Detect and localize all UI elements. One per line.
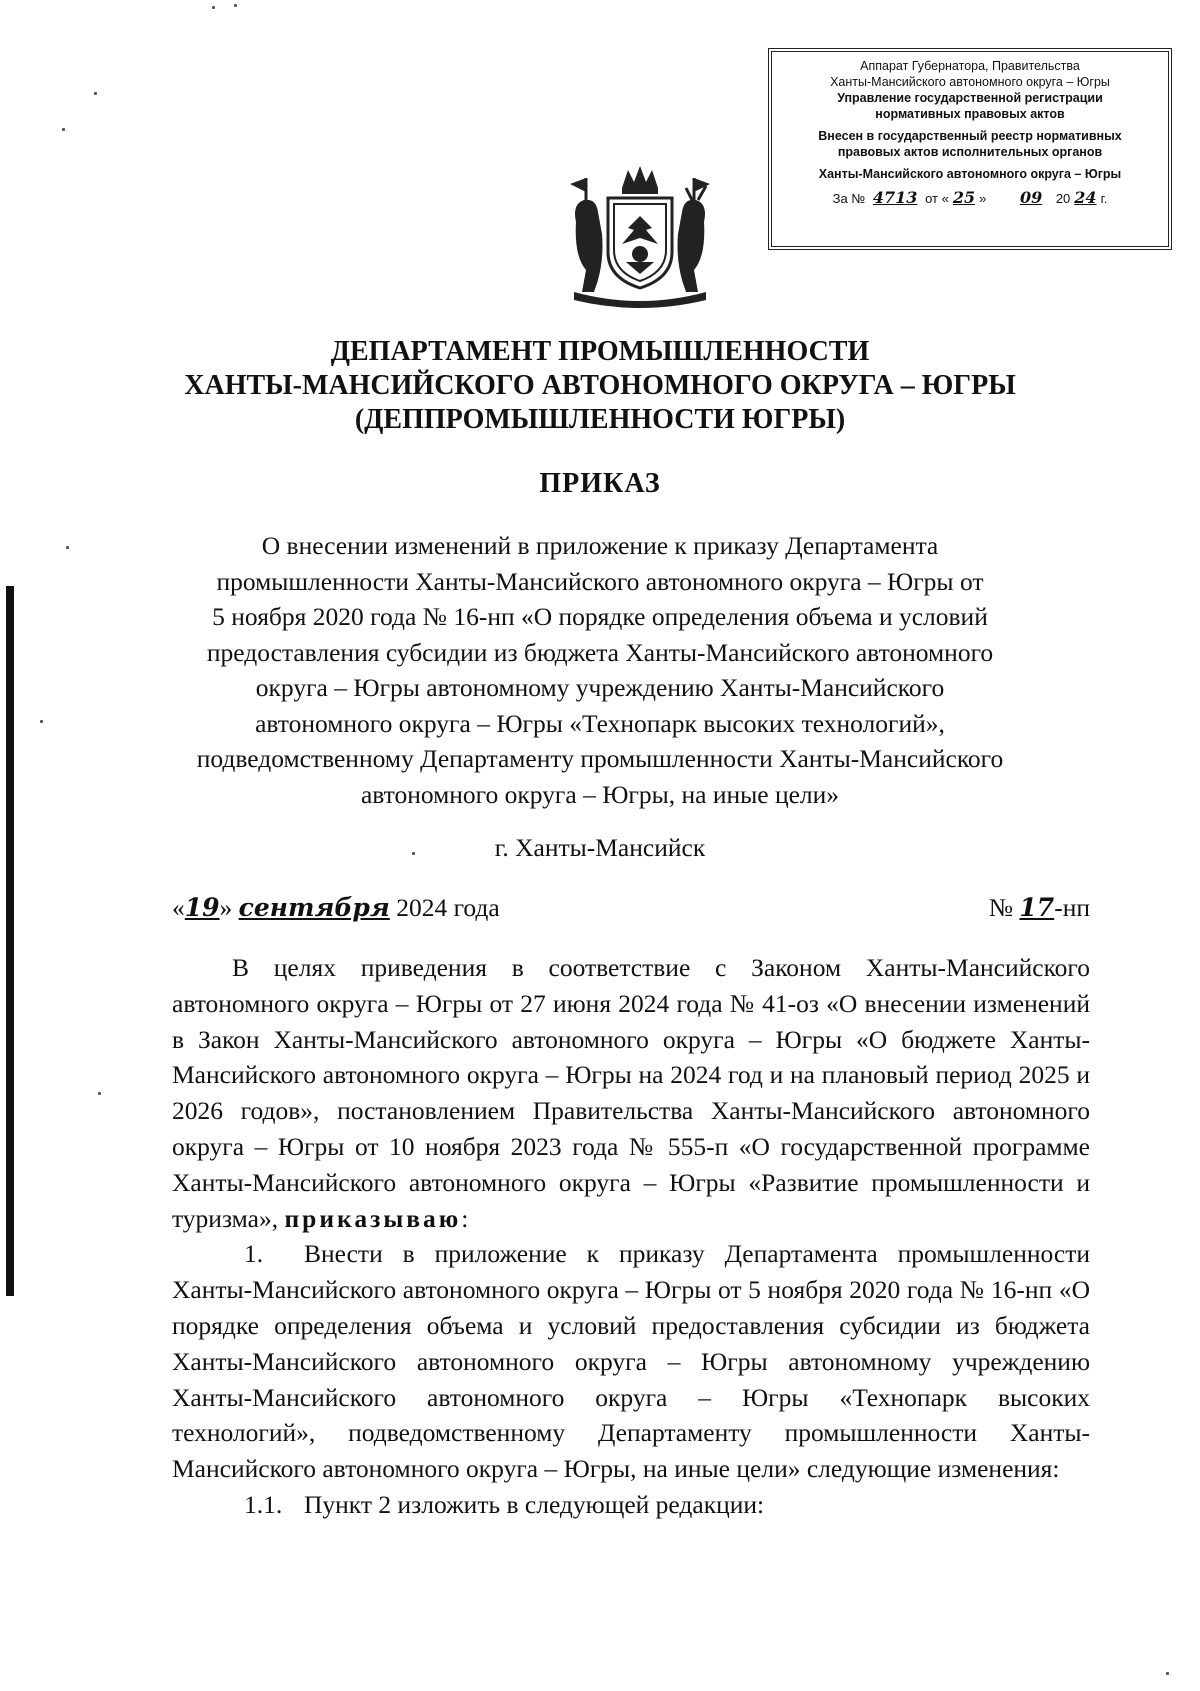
item-1-text: Внести в приложение к приказу Департамента промышленности Ханты-Мансийского автономного округа – Югры от 5 ноября 2020 года № 16-нп «О порядке определения объема и условий предоставления субсидии из бюджета Ханты-Мансийского автономного округа – Югры автономному учреждению Ханты-Мансийского автономного округа – Югры «Технопарк высоких технологий», подведомственному Департаменту промышленности Ханты-Мансийского автономного округа – Югры, на иные цели» следующие изменения: — [172, 1239, 1090, 1484]
scan-speck — [66, 546, 69, 549]
subject-line: округа – Югры автономному учреждению Ханты-Мансийского — [255, 673, 945, 702]
scan-speck — [1166, 1672, 1169, 1675]
number-prefix: № — [988, 893, 1014, 922]
scan-speck — [62, 128, 65, 131]
stamp-reg-year-prefix: 20 — [1055, 191, 1071, 206]
date-month-handwritten: сентября — [238, 893, 390, 922]
item-1-1-text: Пункт 2 изложить в следующей редакции: — [304, 1489, 765, 1519]
number-value-handwritten: 17 — [1019, 893, 1055, 922]
date-day-handwritten: 19 — [184, 893, 220, 922]
department-header — [150, 335, 1050, 437]
stamp-line: Аппарат Губернатора, Правительства — [860, 59, 1080, 73]
header-line: ДЕПАРТАМЕНТ ПРОМЫШЛЕННОСТИ — [330, 336, 870, 367]
order-date — [172, 893, 500, 923]
stamp-reg-prefix: За № — [832, 191, 866, 206]
header-line: (ДЕППРОМЫШЛЕННОСТИ ЮГРЫ) — [354, 404, 846, 435]
scan-speck — [212, 6, 215, 9]
order-number — [989, 893, 1090, 923]
stamp-reg-year: 24 — [1074, 188, 1097, 207]
scan-speck — [234, 4, 237, 7]
date-open-quote: « — [172, 893, 185, 922]
stamp-reg-number: 4713 — [872, 188, 918, 207]
stamp-line: нормативных правовых актов — [875, 107, 1065, 121]
document-type-title: ПРИКАЗ — [539, 468, 661, 499]
registration-stamp — [768, 48, 1172, 250]
order-body — [172, 950, 1090, 1523]
number-suffix: -нп — [1054, 893, 1090, 922]
order-subject — [150, 528, 1050, 812]
scan-speck — [98, 1092, 101, 1095]
stamp-line: правовых актов исполнительных органов — [837, 145, 1103, 159]
stamp-line: Внесен в государственный реестр нормативных — [818, 129, 1122, 143]
order-colon: : — [461, 1203, 469, 1233]
scan-margin-bar — [6, 586, 14, 1296]
stamp-reg-day: 25 — [952, 188, 976, 207]
item-1-1-number: 1.1. — [244, 1489, 283, 1519]
item-1-number: 1. — [244, 1239, 264, 1269]
preamble-paragraph — [172, 950, 1090, 1236]
stamp-line: Управление государственной регистрации — [837, 91, 1103, 105]
subject-line: О внесении изменений в приложение к приказу Департамента — [261, 531, 939, 560]
subject-line: подведомственному Департаменту промышленности Ханты-Мансийского — [196, 744, 1004, 773]
subject-line: промышленности Ханты-Мансийского автономного округа – Югры от — [216, 566, 984, 596]
stamp-line: Ханты-Мансийского автономного округа – Югры — [818, 167, 1122, 181]
scan-speck — [40, 720, 43, 723]
city-line: г. Ханты-Мансийск — [494, 833, 706, 862]
stamp-registration-line — [774, 190, 1166, 207]
subject-line: автономного округа – Югры, на иные цели» — [360, 779, 840, 809]
header-line: ХАНТЫ-МАНСИЙСКОГО АВТОНОМНОГО ОКРУГА – ЮГРЫ — [184, 370, 1016, 401]
stamp-reg-month: 09 — [1019, 188, 1043, 207]
stamp-line: Ханты-Мансийского автономного округа – Югры — [830, 75, 1110, 89]
stamp-reg-suffix: г. — [1100, 191, 1108, 206]
scan-speck — [94, 92, 97, 95]
item-1-1-paragraph — [172, 1487, 1090, 1523]
preamble-text: В целях приведения в соответствие с Законом Ханты-Мансийского автономного округа – Югры от 27 июня 2024 года № 41-оз «О внесении изменений в Закон Ханты-Мансийского автономного округа – Югры «О бюджете Ханты-Мансийского автономного округа – Югры на 2024 год и на плановый период 2025 и 2026 годов», постановлением Правительства Ханты-Мансийского автономного округа – Югры от 10 ноября 2023 года № 555-п «О государственной программе Ханты-Мансийского автономного округа – Югры «Развитие промышленности и туризма», — [172, 953, 1090, 1233]
subject-line: 5 ноября 2020 года № 16-нп «О порядке определения объема и условий — [212, 602, 988, 631]
item-1-paragraph — [172, 1236, 1090, 1487]
stamp-reg-close: » — [979, 191, 987, 206]
date-year: 2024 года — [396, 893, 500, 922]
date-close-quote: » — [219, 893, 233, 922]
subject-line: автономного округа – Югры «Технопарк высоких технологий», — [255, 708, 945, 738]
subject-line: предоставления субсидии из бюджета Ханты-Мансийского автономного — [206, 637, 994, 667]
stamp-reg-from: от « — [925, 191, 949, 206]
coat-of-arms-emblem — [566, 160, 714, 308]
order-word: приказываю — [284, 1203, 462, 1233]
